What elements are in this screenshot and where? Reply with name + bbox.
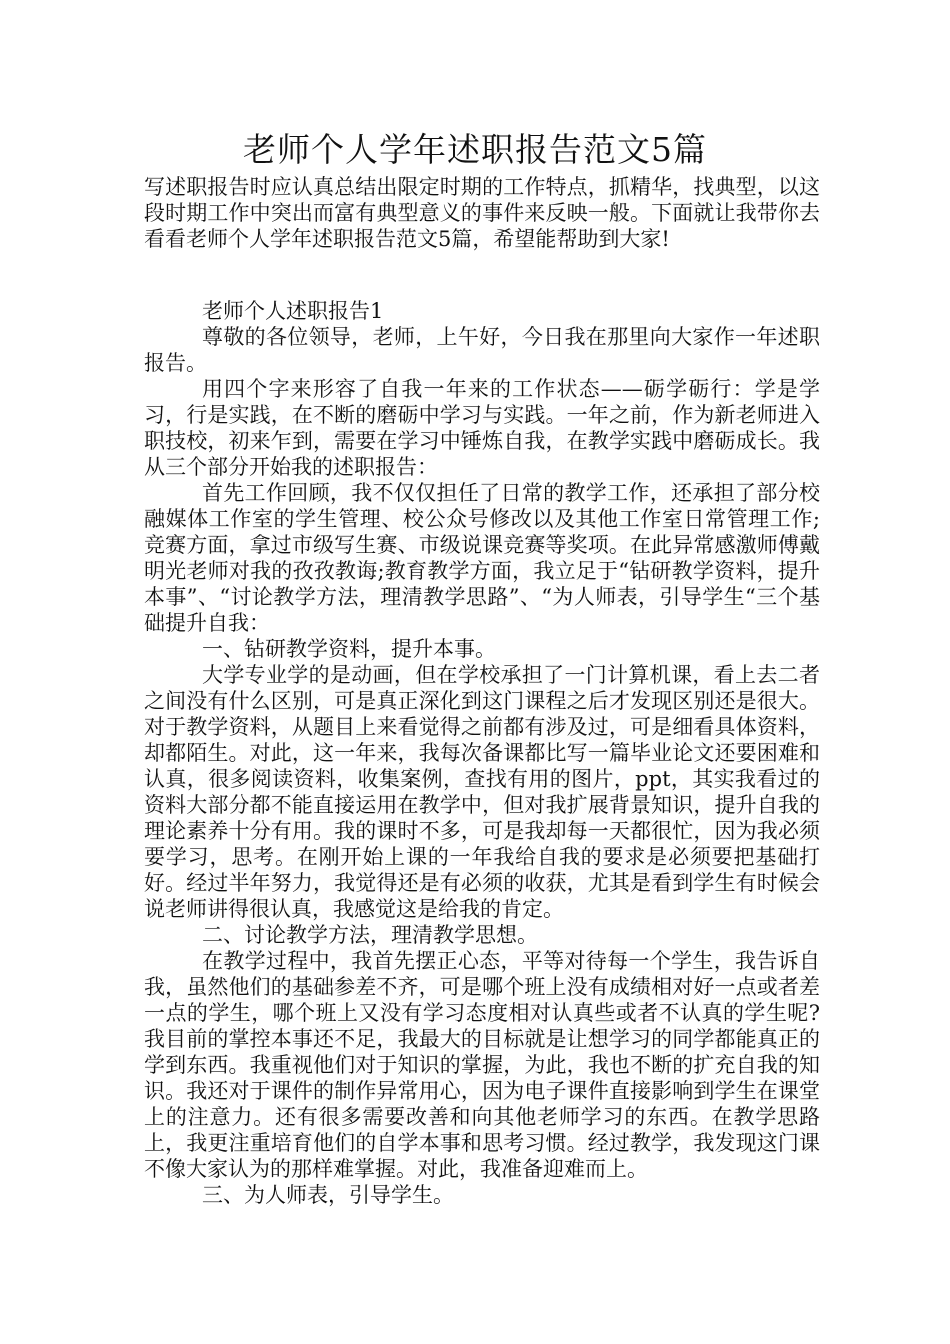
subsection-heading: 一、钻研教学资料，提升本事。: [202, 637, 496, 661]
document-body: [144, 174, 820, 1208]
subsection-heading: 三、为人师表，引导学生。: [202, 1183, 454, 1207]
body-paragraph: 首先工作回顾，我不仅仅担任了日常的教学工作，还承担了部分校融媒体工作室的学生管理、校公众号修改以及其他工作室日常管理工作;竞赛方面，拿过市级写生赛、市级说课竞赛等奖项。在此异常感激师傅戴明光老师对我的孜孜教诲;教育教学方面，我立足于“钻研教学资料，提升本事”、“讨论教学方法，理清教学思路”、“为人师表，引导学生“三个基础提升自我：: [144, 481, 820, 635]
body-paragraph: 在教学过程中，我首先摆正心态，平等对待每一个学生，我告诉自我，虽然他们的基础参差不齐，可是哪个班上没有成绩相对好一点或者差一点的学生，哪个班上又没有学习态度相对认真些或者不认真的学生呢?我目前的掌控本事还不足，我最大的目标就是让想学习的同学都能真正的学到东西。我重视他们对于知识的掌握，为此，我也不断的扩充自我的知识。我还对于课件的制作异常用心，因为电子课件直接影响到学生在课堂上的注意力。还有很多需要改善和向其他老师学习的东西。在教学思路上，我更注重培育他们的自学本事和思考习惯。经过教学，我发现这门课不像大家认为的那样难掌握。对此，我准备迎难而上。: [144, 949, 820, 1181]
intro-paragraph: 写述职报告时应认真总结出限定时期的工作特点，抓精华，找典型，以这段时期工作中突出而富有典型意义的事件来反映一般。下面就让我带你去看看老师个人学年述职报告范文5篇，希望能帮助到大家!: [144, 175, 820, 251]
subsection-heading: 二、讨论教学方法，理清教学思想。: [202, 923, 538, 947]
body-paragraph: 大学专业学的是动画，但在学校承担了一门计算机课，看上去二者之间没有什么区别，可是真正深化到这门课程之后才发现区别还是很大。对于教学资料，从题目上来看觉得之前都有涉及过，可是细看具体资料，却都陌生。对此，这一年来，我每次备课都比写一篇毕业论文还要困难和认真，很多阅读资料，收集案例，查找有用的图片，ppt，其实我看过的资料大部分都不能直接运用在教学中，但对我扩展背景知识，提升自我的理论素养十分有用。我的课时不多，可是我却每一天都很忙，因为我必须要学习，思考。在刚开始上课的一年我给自我的要求是必须要把基础打好。经过半年努力，我觉得还是有必须的收获，尤其是看到学生有时候会说老师讲得很认真，我感觉这是给我的肯定。: [144, 663, 820, 921]
paragraph-gap: [144, 252, 820, 298]
body-paragraph: 尊敬的各位领导，老师，上午好，今日我在那里向大家作一年述职报告。: [144, 325, 820, 375]
section-heading: 老师个人述职报告1: [202, 299, 384, 323]
document-title: 老师个人学年述职报告范文5篇: [243, 130, 707, 169]
body-paragraph: 用四个字来形容了自我一年来的工作状态——砺学砺行：学是学习，行是实践，在不断的磨砺中学习与实践。一年之前，作为新老师进入职技校，初来乍到，需要在学习中锤炼自我，在教学实践中磨砺成长。我从三个部分开始我的述职报告：: [144, 377, 820, 479]
